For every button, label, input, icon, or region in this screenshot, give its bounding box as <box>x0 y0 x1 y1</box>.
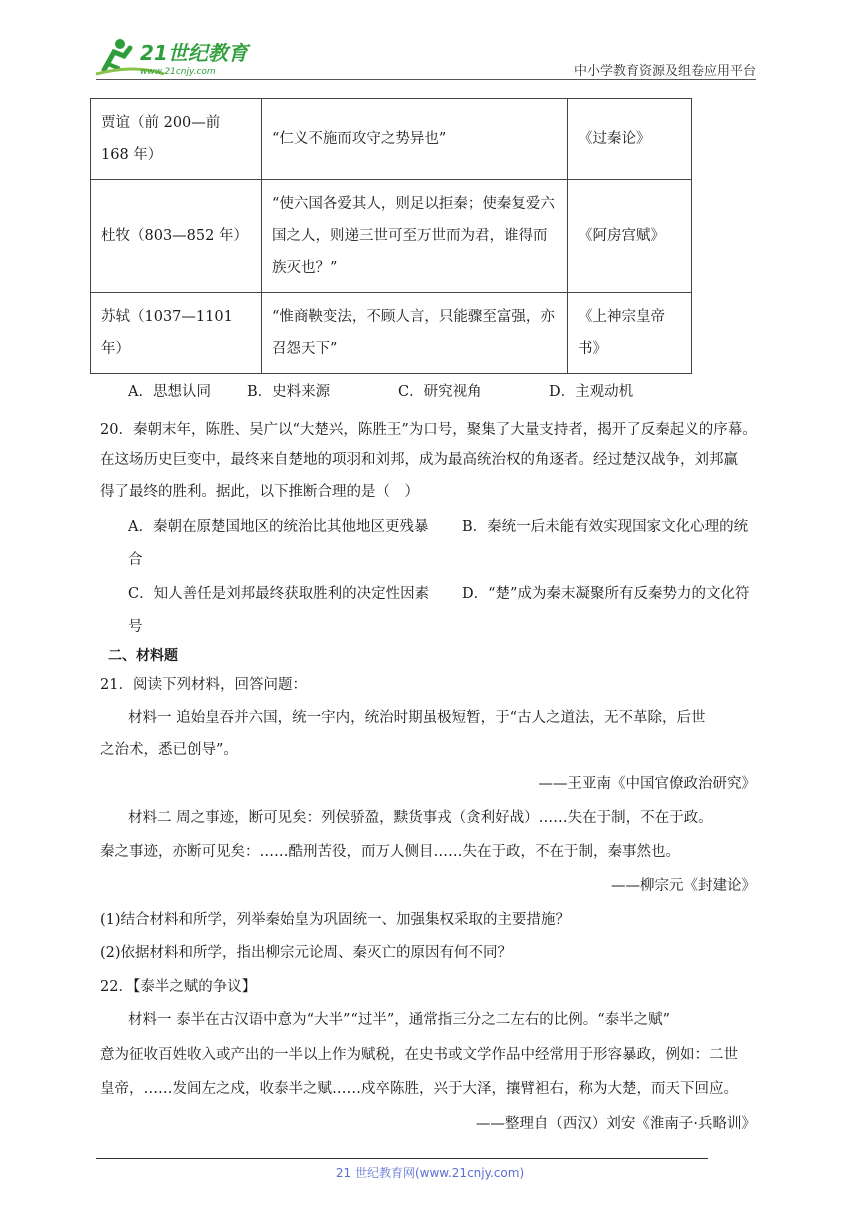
footer-divider <box>96 1158 708 1159</box>
q21-material2-line: 秦之事迹，亦断可见矣：……酷刑苦役，而万人侧目……失在于政，不在于制，秦事然也。 <box>100 844 680 860</box>
q20-option-d: D．“楚”成为秦末凝聚所有反秦势力的文化符 <box>462 586 750 602</box>
q20-stem-line: 20．秦朝末年，陈胜、吴广以“大楚兴，陈胜王”为口号，聚集了大量支持者，揭开了反秦起义的序幕。 <box>100 422 757 438</box>
q21-material2-line: 材料二 周之事迹，断可见矣：列侯骄盈，黩货事戎（贪利好战）……失在于制，不在于政。 <box>128 810 713 826</box>
q21-material1-line: 材料一 追始皇吞并六国，统一宇内，统治时期虽极短暂，于“古人之道法，无不革除，后世 <box>128 710 706 726</box>
table-cell-person: 贾谊（前 200—前 168 年） <box>91 99 262 180</box>
q20-option-d-wrap: 号 <box>128 619 143 635</box>
footer-link[interactable]: 21 世纪教育网(www.21cnjy.com) <box>335 1166 525 1180</box>
option-c: C．研究视角 <box>398 384 482 400</box>
q21-subquestion-2: (2)依据材料和所学，指出柳宗元论周、秦灭亡的原因有何不同？ <box>100 945 513 961</box>
table-row <box>91 293 692 374</box>
q20-option-b-wrap: 合 <box>128 552 143 568</box>
table-cell-quote: “惟商鞅变法，不顾人言，只能骤至富强，亦召怨天下” <box>262 293 568 374</box>
q21-material1-line: 之治术，悉已创导”。 <box>100 742 238 758</box>
q21-subquestion-1: (1)结合材料和所学，列举秦始皇为巩固统一、加强集权采取的主要措施？ <box>100 912 571 928</box>
header-platform-text: 中小学教育资源及组卷应用平台 <box>573 64 756 79</box>
table-row <box>91 180 692 293</box>
q20-option-c: C．知人善任是刘邦最终获取胜利的决定性因素 <box>128 586 430 602</box>
q22-material1-source: ——整理自（西汉）刘安《淮南子·兵略训》 <box>475 1116 756 1132</box>
q20-stem-line: 得了最终的胜利。据此，以下推断合理的是（ ） <box>100 484 419 500</box>
table-row <box>91 99 692 180</box>
option-d: D．主观动机 <box>549 384 634 400</box>
q21-material2-source: ——柳宗元《封建论》 <box>611 878 756 894</box>
q20-option-b: B．秦统一后未能有效实现国家文化心理的统 <box>462 519 749 535</box>
logo-text: 21世纪教育 <box>140 41 248 65</box>
section-title: 二、材料题 <box>108 648 178 664</box>
table-cell-source: 《上神宗皇帝书》 <box>568 293 692 374</box>
q22-intro: 22．【泰半之赋的争议】 <box>100 979 257 995</box>
site-logo <box>94 34 264 78</box>
historian-comparison-table <box>90 98 692 374</box>
table-cell-person: 杜牧（803—852 年） <box>91 180 262 293</box>
option-a: A．思想认同 <box>128 384 211 400</box>
q20-stem-line: 在这场历史巨变中，最终来自楚地的项羽和刘邦，成为最高统治权的角逐者。经过楚汉战争，刘邦赢 <box>100 452 738 468</box>
table-cell-person: 苏轼（1037—1101 年） <box>91 293 262 374</box>
table-cell-quote: “使六国各爱其人，则足以拒秦；使秦复爱六国之人，则递三世可至万世而为君，谁得而族灭也？” <box>262 180 568 293</box>
table-cell-source: 《阿房宫赋》 <box>568 180 692 293</box>
q22-material1-line: 皇帝，……发闾左之戍，收泰半之赋……戍卒陈胜，兴于大泽，攘臂袒右，称为大楚，而天下回应。 <box>100 1081 738 1097</box>
header-divider <box>96 79 756 80</box>
q21-material1-source: ——王亚南《中国官僚政治研究》 <box>538 776 756 792</box>
page-header <box>0 0 860 82</box>
option-b: B．史料来源 <box>247 384 331 400</box>
logo-url: www.21cnjy.com <box>140 67 216 77</box>
table-cell-source: 《过秦论》 <box>568 99 692 180</box>
q21-intro: 21．阅读下列材料，回答问题： <box>100 677 307 693</box>
table-cell-quote: “仁义不施而攻守之势异也” <box>262 99 568 180</box>
q20-option-a: A．秦朝在原楚国地区的统治比其他地区更残暴 <box>128 519 429 535</box>
q22-material1-line: 意为征收百姓收入或产出的一半以上作为赋税，在史书或文学作品中经常用于形容暴政，例如：二世 <box>100 1047 738 1063</box>
q22-material1-line: 材料一 泰半在古汉语中意为“大半”“过半”，通常指三分之二左右的比例。“泰半之赋” <box>128 1012 671 1028</box>
